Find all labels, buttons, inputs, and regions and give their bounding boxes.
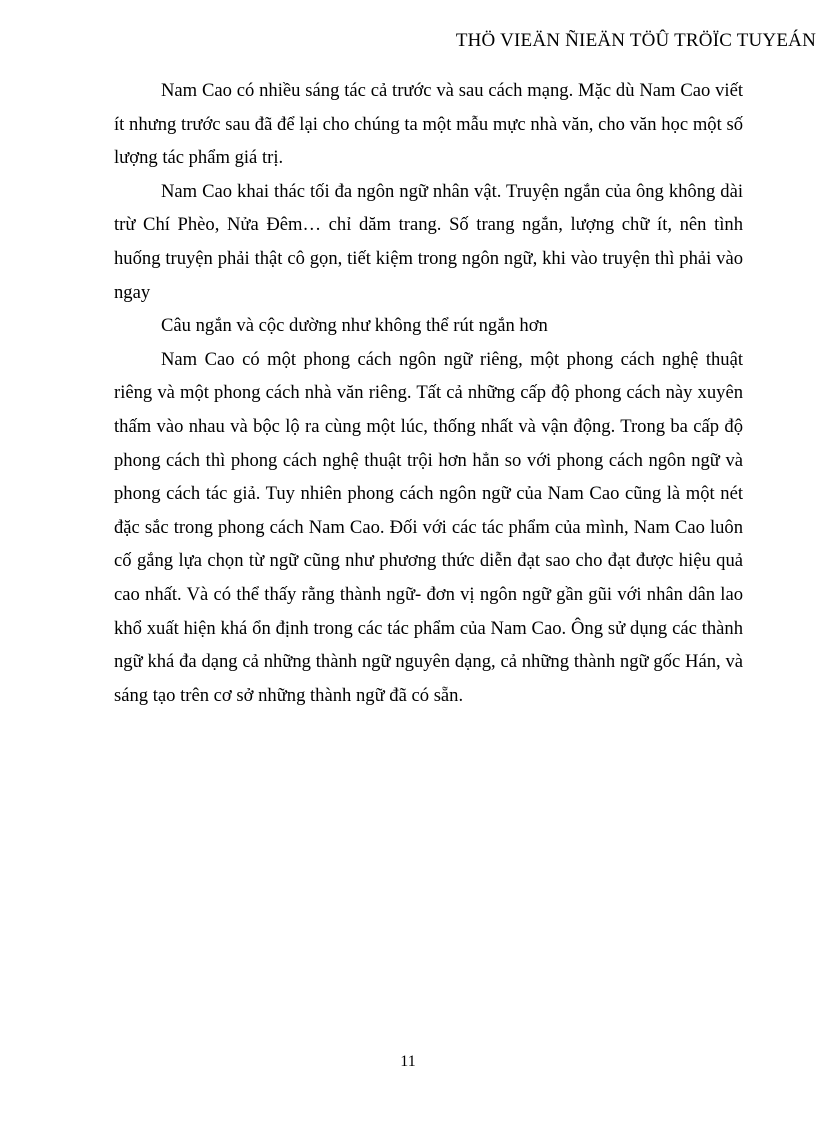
page-header: THÖ VIEÄN ÑIEÄN TÖÛ TRÖÏC TUYEÁN xyxy=(455,30,816,51)
paragraph: Nam Cao khai thác tối đa ngôn ngữ nhân vật. Truyện ngắn của ông không dài trừ Chí Phèo, Nửa Đêm… chỉ dăm trang. Số trang ngắn, lượng chữ ít, nên tình huống truyện phải thật cô gọn, tiết kiệm trong ngôn ngữ, khi vào truyện thì phải vào ngay xyxy=(114,180,743,303)
page-number: 11 xyxy=(400,1053,416,1070)
paragraph: Nam Cao có nhiều sáng tác cả trước và sau cách mạng. Mặc dù Nam Cao viết ít nhưng trước sau đã để lại cho chúng ta một mẫu mực nhà văn, cho văn học một số lượng tác phẩm giá trị. xyxy=(114,80,743,169)
paragraph: Câu ngắn và cộc dường như không thể rút ngắn hơn xyxy=(161,315,548,337)
paragraph: Nam Cao có một phong cách ngôn ngữ riêng, một phong cách nghệ thuật riêng và một phong cách nhà văn riêng. Tất cả những cấp độ phong cách này xuyên thấm vào nhau và bộc lộ ra cùng một lúc, thống nhất và vận động. Trong ba cấp độ phong cách thì phong cách nghệ thuật trội hơn hẳn so với phong cách ngôn ngữ và phong cách tác giả. Tuy nhiên phong cách ngôn ngữ của Nam Cao cũng là một nét đặc sắc trong phong cách Nam Cao. Đối với các tác phẩm của mình, Nam Cao luôn cố gắng lựa chọn từ ngữ cũng như phương thức diễn đạt sao cho đạt được hiệu quả cao nhất. Và có thể thấy rằng thành ngữ- đơn vị ngôn ngữ gần gũi với nhân dân lao khổ xuất hiện khá ổn định trong các tác phẩm của Nam Cao. Ông sử dụng các thành ngữ khá đa dạng cả những thành ngữ nguyên dạng, cả những thành ngữ gốc Hán, và sáng tạo trên cơ sở những thành ngữ đã có sẵn. xyxy=(114,348,743,706)
document-body xyxy=(114,74,743,712)
